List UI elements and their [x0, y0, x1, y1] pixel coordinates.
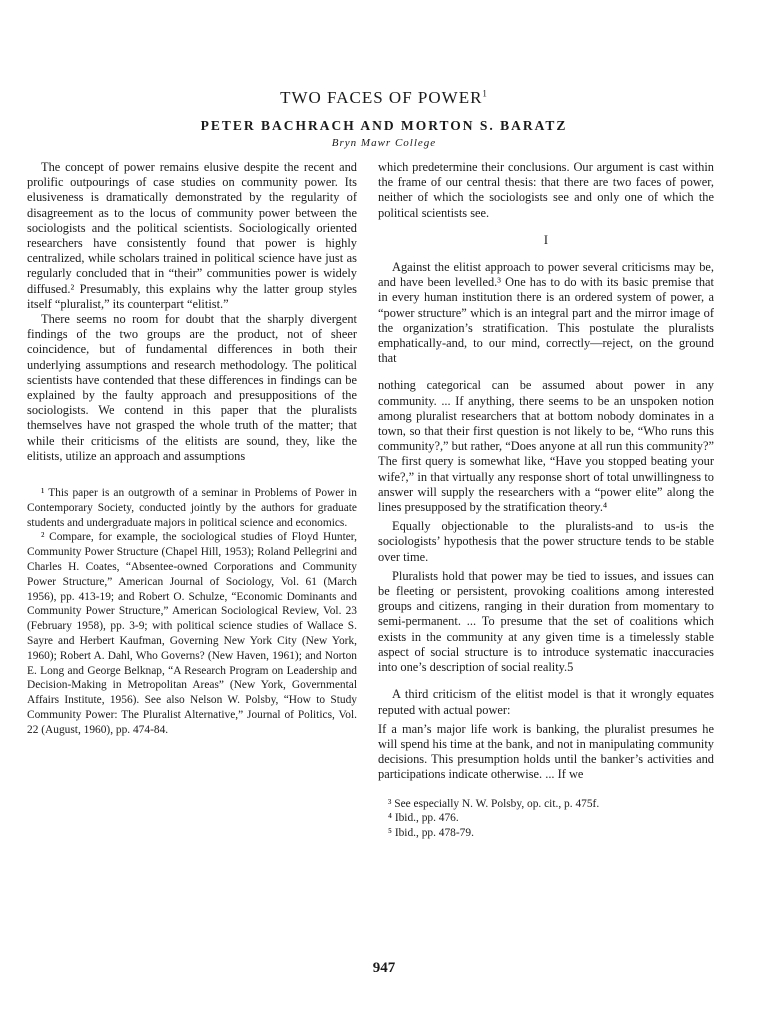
author-affiliation: Bryn Mawr College: [331, 137, 437, 149]
right-column: [378, 160, 714, 841]
footnote-3: ³ See especially N. W. Polsby, op. cit., p. 475f.: [388, 797, 600, 810]
footnote-5: ⁵ Ibid., pp. 478-79.: [388, 827, 474, 840]
block-quote-1: nothing categorical can be assumed about power in any community. ... If anything, there seems to be an unspoken notion among pluralist researchers that at bottom nobody dominates in a town, so that their first question is not likely to be, “Who runs this community?,” but rather, “Does anyone at all run this community?” The first query is somewhat like, “Have you stopped beating your wife?,” in that virtually any response short of total unwillingness to answer will supply the researchers with a “power elite” along the lines presupposed by the stratification theory.⁴: [378, 378, 714, 515]
body-paragraph-1: The concept of power remains elusive despite the recent and prolific outpourings of case studies on community power. Its elusiveness is dramatically demonstrated by the regularity of disagreement as to the locus of community power between the sociologists and the political scientists. Sociologically oriented researchers have consistently found that power is highly centralized, while scholars trained in political science have just as regularly concluded that in “their” communities power is widely diffused.² Presumably, this explains why the latter group styles itself “pluralist,” its counterpart “elitist.”: [27, 160, 357, 311]
footnote-2: ² Compare, for example, the sociological studies of Floyd Hunter, Community Power Structure (Chapel Hill, 1953); Roland Pellegrini and Charles H. Coates, “Absentee-owned Corporations and Community Power Structure,” American Journal of Sociology, Vol. 61 (March 1956), pp. 413-19; and Robert O. Schulze, “Economic Dominants and Community Power Structure,” American Sociological Review, Vol. 23 (February 1958), pp. 3-9; with political science studies of Wallace S. Sayre and Herbert Kaufman, Governing New York City (New York, 1960); Robert A. Dahl, Who Governs? (New Haven, 1961); and Norton E. Long and George Belknap, “A Research Program on Leadership and Decision-Making in Metropolitan Areas” (New York, Governmental Affairs Institute, 1956). See also Nelson W. Polsby, “How to Study Community Power: The Pluralist Alternative,” Journal of Politics, Vol. 22 (August, 1960), pp. 474-84.: [27, 531, 357, 736]
body-paragraph-2: There seems no room for doubt that the sharply divergent findings of the two groups are the product, not of sheer coincidence, but of fundamental differences in both their underlying assumptions and research methodology. The political scientists have contended that these differences in findings can be explained by the faulty approach and presuppositions of the sociologists. We contend in this paper that the pluralists themselves have not grasped the whole truth of the matter; that while their criticisms of the elitists are sound, they, like the elitists, utilize an approach and assumptions: [27, 312, 357, 463]
block-quote-3: If a man’s major life work is banking, the pluralist presumes he will spend his time at the bank, and not in manipulating community decisions. This presumption holds until the banker’s activities and participations indicate otherwise. ... If we: [378, 721, 714, 782]
right-footnotes: [378, 797, 714, 841]
article-authors: PETER BACHRACH AND MORTON S. BARATZ: [200, 118, 568, 133]
left-column: [27, 160, 357, 738]
page-number: 947: [372, 960, 396, 976]
body-paragraph-3: Against the elitist approach to power several criticisms may be, and have been levelled.³ One has to do with its basic premise that in every human institution there is an ordered system of power, a “power structure” which is an integral part and the mirror image of the organization’s stratification. This postulate the pluralists emphatically-and, to our mind, correctly—reject, on the ground that: [378, 260, 714, 366]
title-footnote-marker: 1: [482, 88, 488, 99]
body-paragraph-5: A third criticism of the elitist model is that it wrongly equates reputed with actual power:: [378, 687, 714, 717]
continued-paragraph: which predetermine their conclusions. Our argument is cast within the frame of our central thesis: that there are two faces of power, neither of which the sociologists see and only one of which the political scientists see.: [378, 160, 714, 220]
article-title-text: TWO FACES OF POWER: [280, 88, 483, 107]
section-heading: I: [543, 232, 549, 247]
article-title: [0, 88, 768, 108]
footnote-1: ¹ This paper is an outgrowth of a seminar in Problems of Power in Contemporary Society, conducted jointly by the authors for graduate students and undergraduate majors in political science and economics.: [27, 487, 357, 529]
left-footnotes: [27, 486, 357, 738]
block-quote-2: Pluralists hold that power may be tied to issues, and issues can be fleeting or persistent, provoking coalitions among interested groups and citizens, ranging in their duration from momentary to semi-permanent. ... To presume that the set of coalitions which exists in the community at any given time is a timelessly stable aspect of social structure is to introduce systematic inaccuracies into one’s description of social reality.5: [378, 568, 714, 675]
footnote-4: ⁴ Ibid., pp. 476.: [388, 812, 459, 825]
body-paragraph-4: Equally objectionable to the pluralists-and to us-is the sociologists’ hypothesis that the power structure tends to be stable over time.: [378, 519, 714, 564]
